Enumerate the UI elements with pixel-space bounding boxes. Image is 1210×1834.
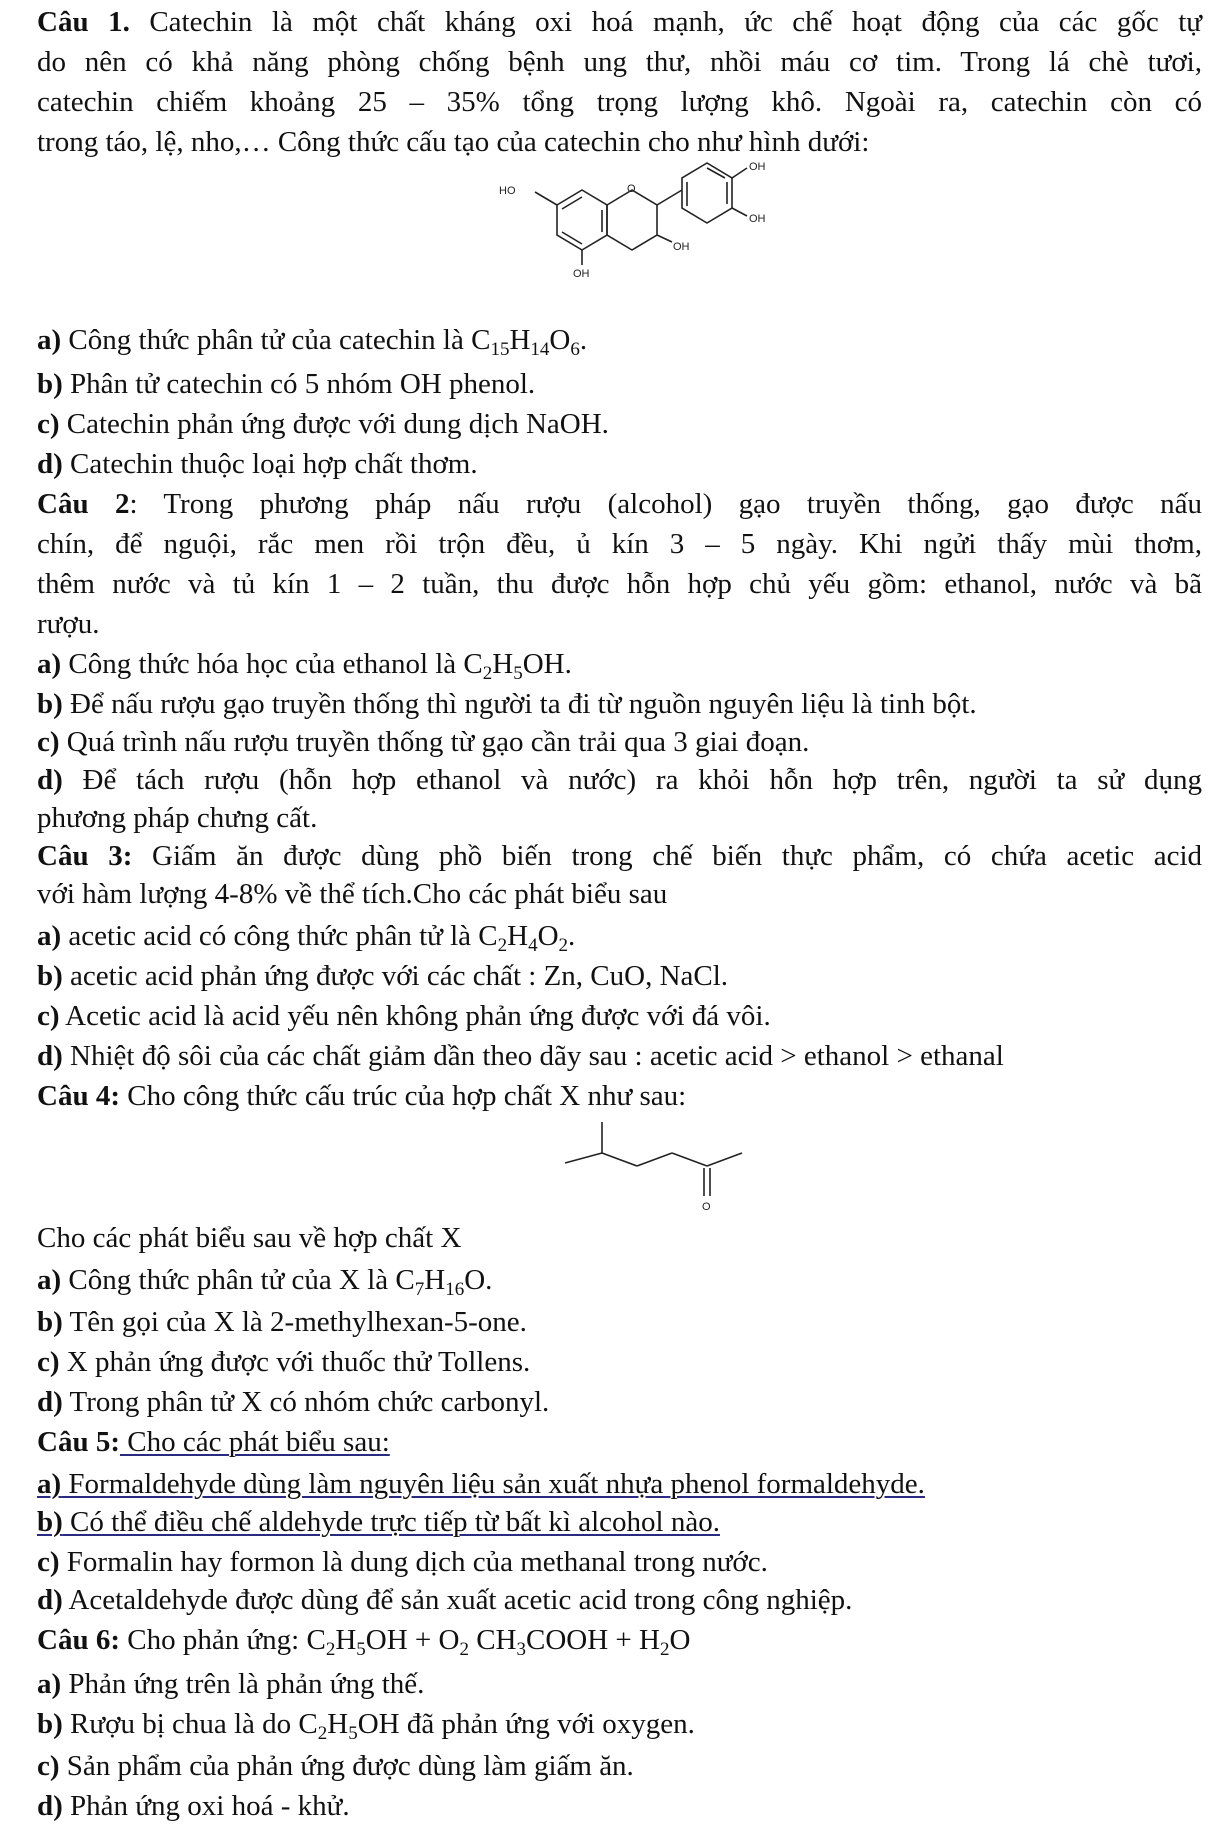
- q5-option-a: a) Formaldehyde dùng làm nguyên liệu sản xuất nhựa phenol formaldehyde.: [37, 1468, 925, 1500]
- q2-intro-line-2: chín, để nguội, rắc men rồi trộn đều, ủ kín 3 – 5 ngày. Khi ngửi thấy mùi thơm,: [37, 528, 1202, 560]
- q2-intro-line-4: rượu.: [37, 608, 100, 640]
- q3-intro-line-1: Câu 3: Giấm ăn được dùng phồ biến trong chế biến thực phẩm, có chứa acetic acid: [37, 840, 1202, 872]
- q6-option-b: b) Rượu bị chua là do $C_2H_5OH$ đã phản ứng với oxygen.: [37, 1708, 695, 1744]
- q6-number: Câu 6:: [37, 1624, 120, 1656]
- q3-option-b: b) acetic acid phản ứng được với các chất : Zn, CuO, NaCl.: [37, 960, 729, 992]
- q5-option-b: b) Có thể điều chế aldehyde trực tiếp từ bất kì alcohol nào.: [37, 1506, 720, 1538]
- q6-option-a: a) Phản ứng trên là phản ứng thế.: [37, 1668, 425, 1700]
- ring-o-label: O: [627, 183, 636, 195]
- q5-option-c: c) Formalin hay formon là dung dịch của methanal trong nước.: [37, 1546, 768, 1578]
- q3-number: Câu 3:: [37, 840, 133, 872]
- q1-number: Câu 1.: [37, 6, 130, 38]
- q3-option-d: d) Nhiệt độ sôi của các chất giảm dần theo dãy sau : acetic acid > ethanol > ethanal: [37, 1040, 1004, 1072]
- ring-a: [557, 190, 607, 250]
- q4-option-a: a) Công thức phân tử của X là $C_7H_{16}O$.: [37, 1264, 493, 1300]
- q2-option-d-cont: phương pháp chưng cất.: [37, 802, 318, 834]
- q4-option-c: c) X phản ứng được với thuốc thử Tollens.: [37, 1346, 531, 1378]
- q2-intro-line-1: Câu 2: Trong phương pháp nấu rượu (alcohol) gạo truyền thống, gạo được nấu: [37, 488, 1202, 520]
- q4-option-b: b) Tên gọi của X là 2-methylhexan-5-one.: [37, 1306, 527, 1338]
- q1-intro-line-2: do nên có khả năng phòng chống bệnh ung thư, nhồi máu cơ tim. Trong lá chè tươi,: [37, 46, 1202, 78]
- q2-intro-line-3: thêm nước và tủ kín 1 – 2 tuần, thu được hỗn hợp chủ yếu gồm: ethanol, nước và bã: [37, 568, 1202, 600]
- q1-intro-line-3: catechin chiếm khoảng 25 – 35% tổng trọng lượng khô. Ngoài ra, catechin còn có: [37, 86, 1202, 118]
- q5-number: Câu 5:: [37, 1426, 120, 1458]
- q1-option-d: d) Catechin thuộc loại hợp chất thơm.: [37, 448, 478, 480]
- q2-option-a: a) Công thức hóa học của ethanol là $C_2H_5OH$.: [37, 648, 572, 684]
- oh-label-4: OH: [573, 268, 590, 280]
- q3-option-a: a) acetic acid có công thức phân tử là $C_2H_4O_2$.: [37, 920, 576, 956]
- q2-option-c: c) Quá trình nấu rượu truyền thống từ gạo cần trải qua 3 giai đoạn.: [37, 726, 810, 758]
- q1-intro-line-1: Câu 1. Catechin là một chất kháng oxi hoá mạnh, ức chế hoạt động của các gốc tự: [37, 6, 1202, 38]
- q2-option-b: b) Để nấu rượu gạo truyền thống thì người ta đi từ nguồn nguyên liệu là tinh bột.: [37, 688, 977, 720]
- q4-number: Câu 4:: [37, 1080, 120, 1112]
- ho-label: HO: [499, 185, 516, 197]
- oh-label-2: OH: [749, 213, 766, 225]
- q2-number: Câu 2: [37, 488, 130, 520]
- q1-option-b: b) Phân tử catechin có 5 nhóm OH phenol.: [37, 368, 536, 400]
- q5-intro: Câu 5: Cho các phát biểu sau:: [37, 1426, 390, 1458]
- catechin-structure: [499, 160, 787, 325]
- q1-option-c: c) Catechin phản ứng được với dung dịch NaOH.: [37, 408, 609, 440]
- carbonyl-o-label: O: [702, 1201, 711, 1213]
- q6-option-c: c) Sản phẩm của phản ứng được dùng làm giấm ăn.: [37, 1750, 634, 1782]
- q2-option-d: d) Để tách rượu (hỗn hợp ethanol và nước) ra khỏi hỗn hợp trên, người ta sử dụng: [37, 764, 1202, 796]
- q6-option-d: d) Phản ứng oxi hoá - khử.: [37, 1790, 350, 1822]
- oh-label-1: OH: [749, 161, 766, 173]
- q3-option-c: c) Acetic acid là acid yếu nên không phản ứng được với đá vôi.: [37, 1000, 771, 1032]
- q4-lead: Cho các phát biểu sau về hợp chất X: [37, 1222, 462, 1254]
- oh-label-3: OH: [673, 241, 690, 253]
- ring-c: [607, 190, 657, 250]
- compound-x-structure: [557, 1118, 757, 1223]
- q4-option-d: d) Trong phân tử X có nhóm chức carbonyl.: [37, 1386, 550, 1418]
- q4-intro: Câu 4: Cho công thức cấu trúc của hợp chất X như sau:: [37, 1080, 687, 1112]
- ring-b: [682, 163, 732, 223]
- q1-option-a: a) Công thức phân tử của catechin là $C_{15}H_{14}O_6$.: [37, 324, 588, 360]
- q1-intro-line-4: trong táo, lệ, nho,… Công thức cấu tạo của catechin cho như hình dưới:: [37, 126, 870, 158]
- q6-intro: Câu 6: Cho phản ứng: $C_2H_5OH + O_2$ $CH_3COOH + H_2O$: [37, 1624, 691, 1660]
- q5-option-d: d) Acetaldehyde được dùng để sản xuất acetic acid trong công nghiệp.: [37, 1584, 853, 1616]
- q3-intro-line-2: với hàm lượng 4-8% về thể tích.Cho các phát biểu sau: [37, 878, 668, 910]
